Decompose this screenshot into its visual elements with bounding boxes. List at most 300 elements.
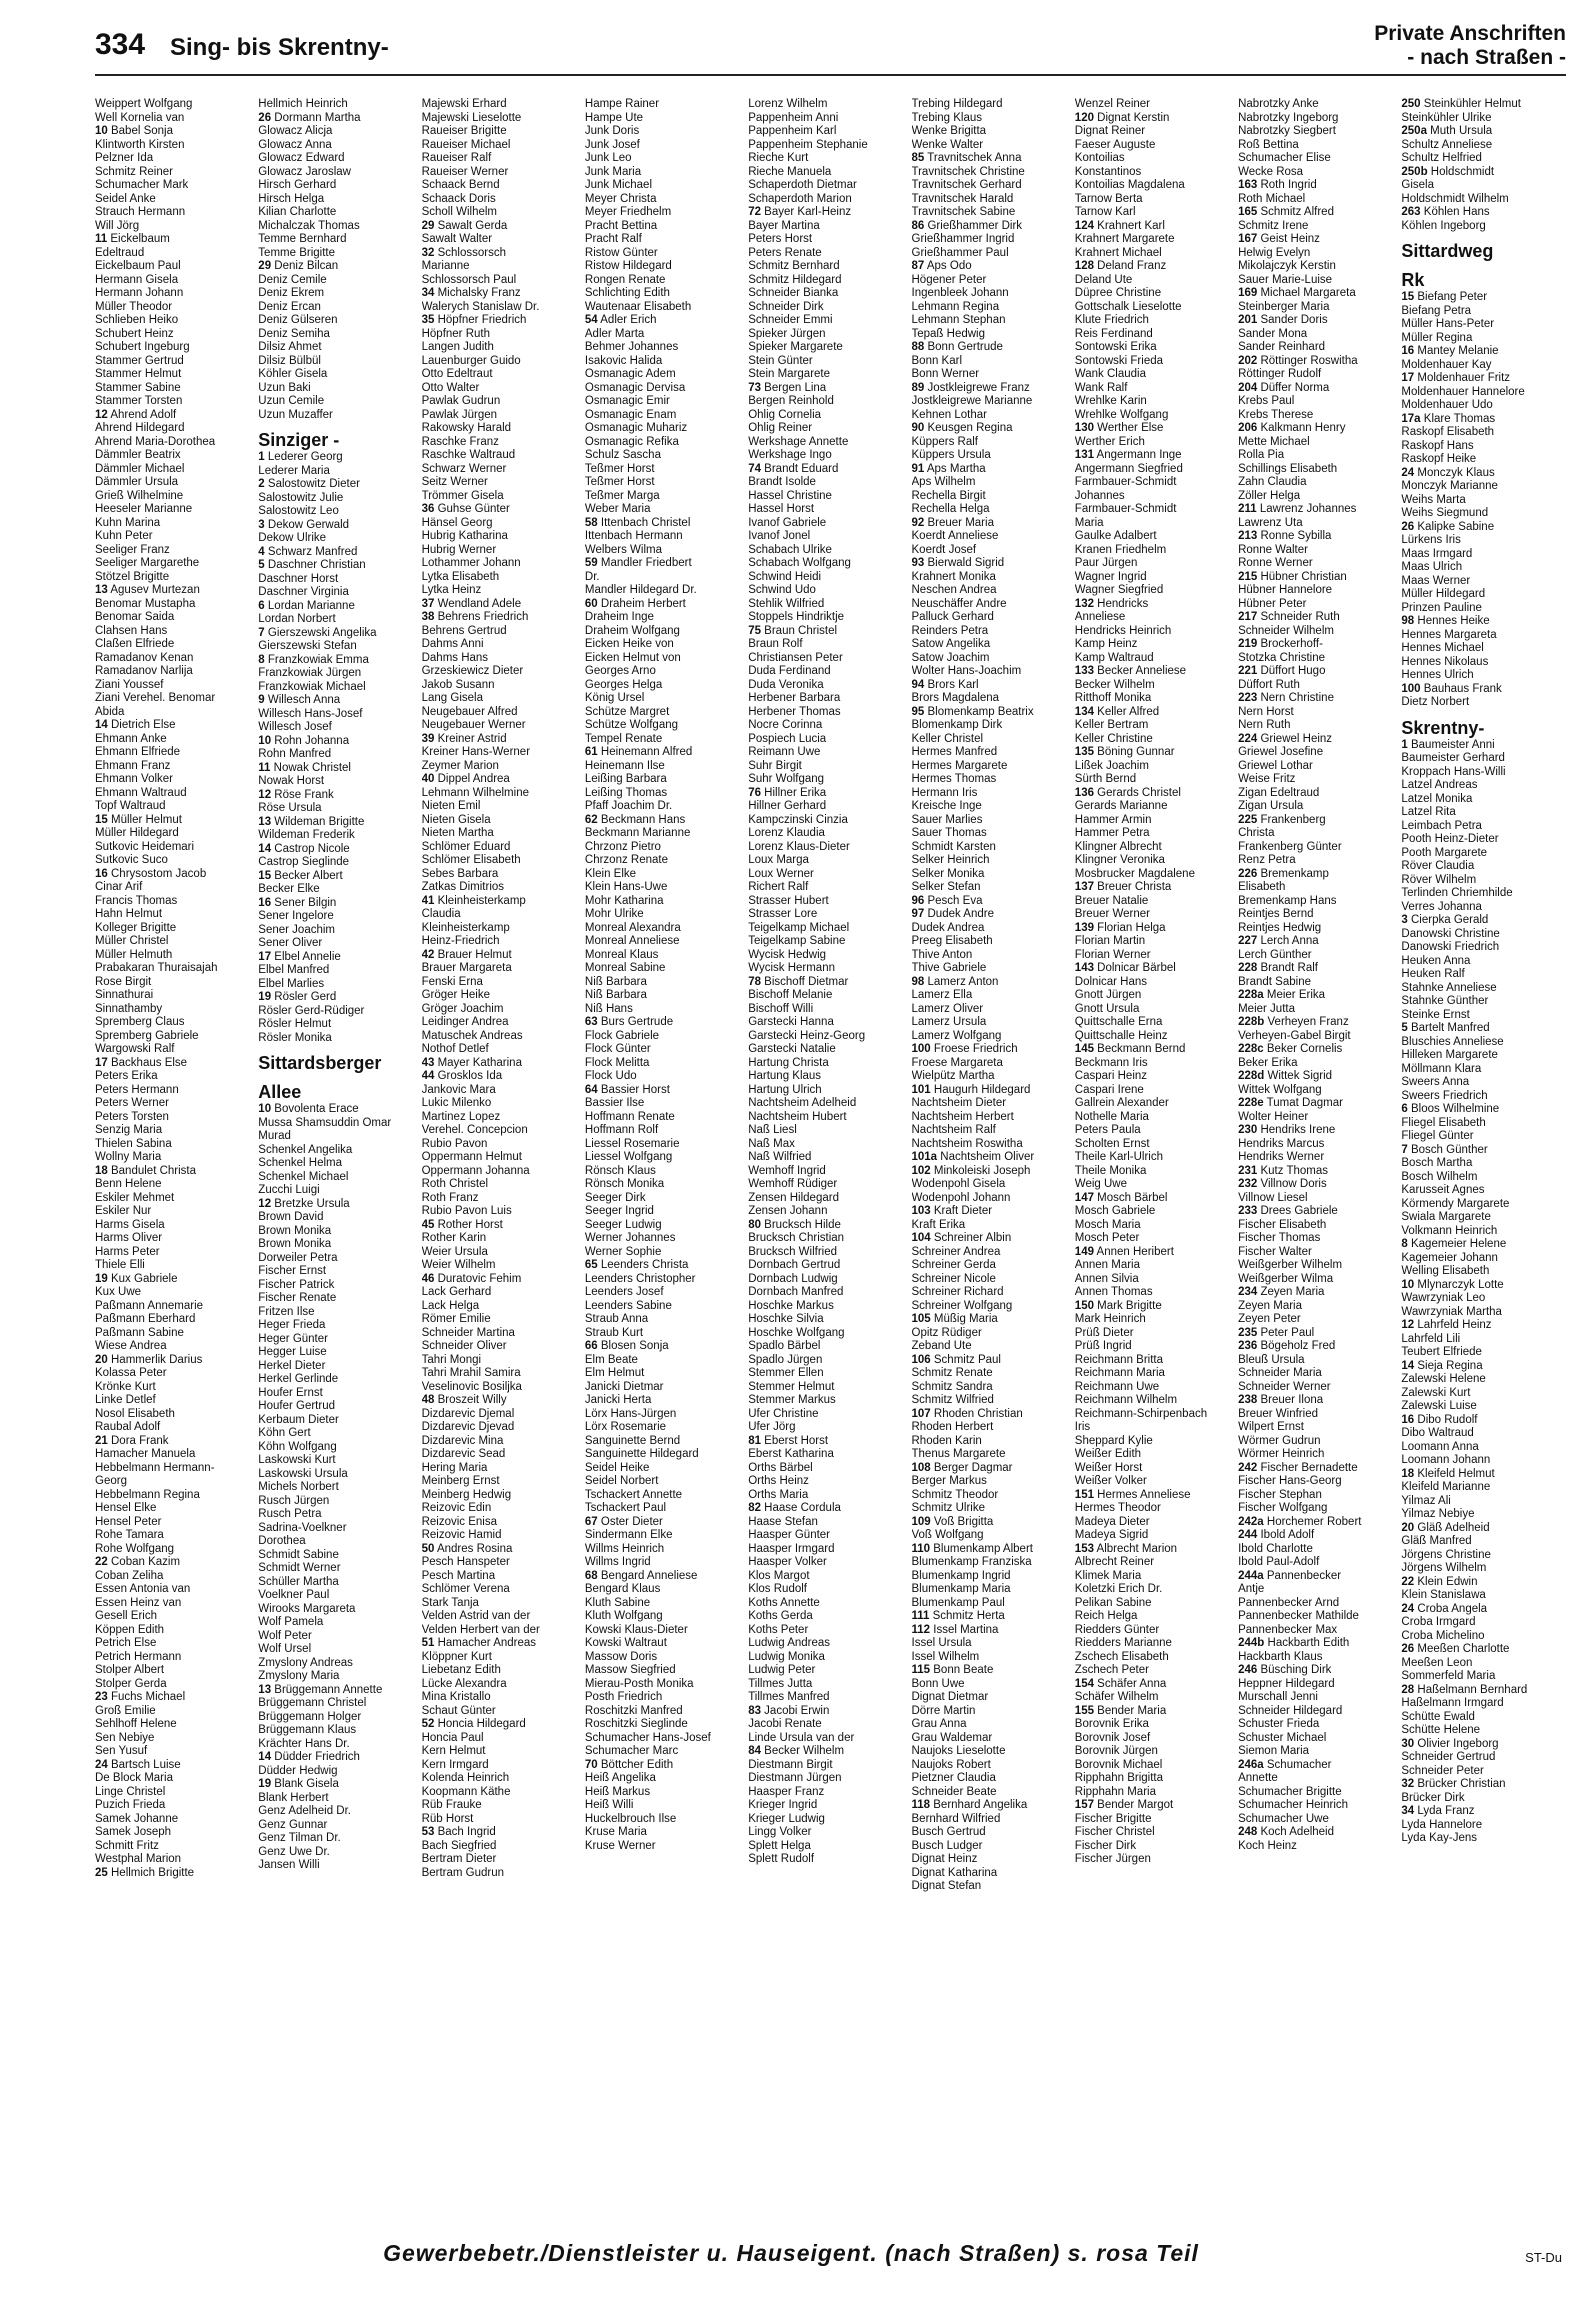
entry: Behrens Gertrud — [421, 624, 507, 637]
entry: Duda Ferdinand — [748, 665, 831, 677]
entry: Pietzner Claudia — [911, 1772, 996, 1784]
entry: Raueiser Werner — [421, 165, 509, 178]
entry: Teubert Elfriede — [1401, 1346, 1482, 1358]
entry: Faeser Auguste — [1074, 138, 1156, 151]
entry: Coban Zeliha — [95, 1569, 164, 1582]
entry: 16 Mantey Melanie — [1401, 345, 1499, 357]
entry: Christiansen Peter — [748, 651, 843, 664]
house-number: 14 — [258, 1751, 272, 1763]
entry: Breuer Winfried — [1238, 1407, 1318, 1420]
entry: Dibo Waltraud — [1401, 1427, 1474, 1439]
entry: Zalewski Luise — [1401, 1400, 1477, 1412]
entry: Zahn Claudia — [1238, 476, 1307, 488]
entry: Franzkowiak Jürgen — [258, 667, 362, 679]
entry: Schumacher Uwe — [1238, 1812, 1329, 1825]
house-number: 34 — [421, 287, 435, 299]
entry: 50 Andres Rosina — [421, 1542, 513, 1555]
entry: Opitz Rüdiger — [911, 1326, 982, 1339]
street-heading: Sittardweg — [1401, 241, 1494, 261]
entry: Schneider Oliver — [421, 1340, 507, 1352]
entry: Schabach Wolfgang — [748, 557, 851, 569]
entry: Kranen Friedhelm — [1074, 543, 1167, 556]
entry: Adler Marta — [584, 327, 645, 340]
entry: Raueiser Michael — [421, 138, 511, 151]
entry: Raschke Waltraud — [421, 449, 516, 461]
entry: Rohe Tamara — [95, 1529, 164, 1541]
entry: 225 Frankenberg — [1238, 813, 1326, 826]
entry: 250 Steinkühler Helmut — [1401, 98, 1521, 110]
entry: Nachtsheim Hubert — [748, 1110, 847, 1123]
entry: Haasper Franz — [748, 1785, 825, 1798]
house-number: 80 — [748, 1218, 761, 1231]
house-number: 246a — [1238, 1758, 1264, 1771]
entry: Blank Herbert — [258, 1791, 329, 1804]
entry: Leenders Christopher — [584, 1272, 696, 1285]
entry: Neugebauer Alfred — [421, 705, 518, 718]
entry: 246a Schumacher — [1238, 1758, 1332, 1771]
entry: Peters Renate — [748, 246, 822, 259]
entry: Sander Mona — [1238, 327, 1308, 340]
directory-column-9 — [1401, 98, 1561, 2228]
entry: Pfaff Joachim Dr. — [584, 800, 673, 812]
entry: 32 Schlossorsch — [421, 246, 506, 259]
house-number: 13 — [95, 584, 108, 596]
entry: Deniz Cemile — [258, 273, 327, 286]
entry: Rohe Wolfgang — [95, 1542, 175, 1555]
entry: Fischer Jürgen — [1074, 1853, 1151, 1865]
entry: Schneider Peter — [1401, 1764, 1484, 1777]
entry: Lamerz Oliver — [911, 1002, 984, 1015]
entry: Müller Theodor — [95, 300, 173, 313]
entry: Pesch Martina — [421, 1569, 496, 1582]
entry: Draheim Inge — [584, 611, 654, 623]
entry: 65 Leenders Christa — [584, 1259, 689, 1271]
entry: Suhr Birgit — [748, 759, 802, 772]
entry: Liessel Wolfgang — [584, 1151, 673, 1163]
entry: Düdder Hedwig — [258, 1764, 338, 1777]
entry: Loomann Anna — [1401, 1440, 1479, 1453]
entry: Lehmann Stephan — [911, 314, 1006, 326]
house-number: 85 — [911, 152, 925, 164]
entry: Peters Paula — [1074, 1124, 1141, 1136]
house-number: 81 — [748, 1434, 761, 1447]
entry: Danowski Friedrich — [1401, 941, 1500, 953]
entry: Weig Uwe — [1074, 1178, 1127, 1190]
entry: Straub Kurt — [584, 1326, 644, 1339]
entry: Haasper Günter — [748, 1529, 831, 1541]
entry: Renz Petra — [1238, 854, 1296, 866]
entry: Hoffmann Rolf — [584, 1124, 659, 1136]
entry: Herbener Thomas — [748, 705, 841, 718]
entry: Meinberg Hedwig — [421, 1488, 512, 1501]
entry: Monreal Anneliese — [584, 935, 680, 947]
entry: 26 Kalipke Sabine — [1401, 520, 1495, 533]
entry: Murschall Jenni — [1238, 1691, 1318, 1703]
entry: Schmitz Hildegard — [748, 273, 842, 286]
entry: 219 Brockerhoff- — [1238, 638, 1323, 650]
entry: 145 Beckmann Bernd — [1074, 1043, 1186, 1055]
entry: Grau Waldemar — [911, 1731, 993, 1744]
entry: Helwig Evelyn — [1238, 246, 1311, 259]
house-number: 115 — [911, 1664, 931, 1676]
entry: Roth Michael — [1238, 192, 1306, 205]
house-number: 228 — [1238, 962, 1258, 974]
entry: 74 Brandt Eduard — [748, 462, 839, 475]
entry: Thiele Elli — [95, 1259, 145, 1271]
house-number: 244b — [1238, 1637, 1265, 1649]
entry: Sweers Friedrich — [1401, 1089, 1488, 1102]
entry: Essen Antonia van — [95, 1583, 191, 1595]
entry: Nieten Gisela — [421, 813, 491, 826]
house-number: 10 — [258, 1103, 272, 1115]
entry: Sehlhoff Helene — [95, 1718, 177, 1730]
entry: Dizdarevic Djevad — [421, 1421, 515, 1433]
entry: Deland Ute — [1074, 273, 1133, 286]
entry: Meeßen Leon — [1401, 1656, 1473, 1669]
entry: 135 Böning Gunnar — [1074, 746, 1175, 758]
entry: Zeymer Marion — [421, 759, 499, 772]
entry: 137 Breuer Christa — [1074, 881, 1172, 893]
house-number: 62 — [584, 813, 598, 826]
entry: Benomar Saida — [95, 611, 175, 623]
entry: Reichmann Maria — [1074, 1367, 1165, 1379]
entry: Schneider Hildegard — [1238, 1704, 1343, 1717]
entry: Hampe Ute — [584, 111, 644, 124]
entry: Beckmann Iris — [1074, 1056, 1148, 1069]
entry: Seeliger Margarethe — [95, 557, 200, 569]
entry: Wenzel Reiner — [1074, 98, 1151, 110]
entry: Samek Joseph — [95, 1826, 172, 1838]
entry: 244 Ibold Adolf — [1238, 1529, 1315, 1541]
entry: Hackbarth Klaus — [1238, 1650, 1323, 1663]
house-number: 16 — [258, 896, 272, 909]
entry: Weißgerber Wilma — [1238, 1272, 1334, 1285]
entry: Langen Judith — [421, 341, 494, 353]
house-number: 17a — [1401, 412, 1421, 425]
entry: Rubio Pavon Luis — [421, 1205, 512, 1217]
entry: Stahnke Anneliese — [1401, 981, 1497, 994]
entry: Hubrig Werner — [421, 543, 497, 556]
entry: Willms Heinrich — [584, 1542, 665, 1555]
entry: Schneider Martina — [421, 1326, 515, 1339]
entry: Klein Elke — [584, 867, 637, 880]
entry: Ohlig Cornelia — [748, 408, 822, 421]
entry: Paur Jürgen — [1074, 557, 1138, 569]
entry: Hartung Christa — [748, 1056, 829, 1069]
house-number: 29 — [258, 260, 272, 272]
entry: Kamp Waltraud — [1074, 651, 1154, 664]
entry: Schneider Wilhelm — [1238, 624, 1334, 637]
entry: Neuschäffer Andre — [911, 597, 1007, 610]
entry: Werkshage Annette — [748, 435, 849, 448]
entry: Wörmer Heinrich — [1238, 1448, 1325, 1460]
entry: Neschen Andrea — [911, 584, 997, 596]
house-number: 22 — [95, 1556, 108, 1568]
entry: Martinez Lopez — [421, 1110, 501, 1123]
entry: 48 Broszeit Willy — [421, 1394, 507, 1406]
entry: 115 Bonn Beate — [911, 1664, 994, 1676]
entry: 131 Angermann Inge — [1074, 449, 1182, 461]
entry: Garstecki Natalie — [748, 1043, 836, 1055]
entry: Schreiner Andrea — [911, 1245, 1001, 1258]
entry: Wemhoff Ingrid — [748, 1164, 826, 1177]
entry: Sanguinette Hildegard — [584, 1448, 699, 1460]
entry: Schüller Martha — [258, 1575, 339, 1588]
entry: Nabrotzky Siegbert — [1238, 125, 1336, 137]
entry: Mark Heinrich — [1074, 1313, 1146, 1325]
entry: Elm Beate — [584, 1353, 638, 1366]
entry: Rönsch Klaus — [584, 1164, 656, 1177]
entry: 11 Nowak Christel — [258, 761, 351, 774]
entry: 224 Griewel Heinz — [1238, 732, 1333, 745]
entry: Francis Thomas — [95, 894, 178, 907]
entry: Salostowitz Julie — [258, 491, 344, 504]
entry: 103 Kraft Dieter — [911, 1205, 993, 1217]
entry: Wollny Maria — [95, 1151, 162, 1163]
entry: 226 Bremenkamp — [1238, 867, 1329, 880]
entry: Theile Monika — [1074, 1164, 1147, 1177]
entry: Hermes Margarete — [911, 759, 1008, 772]
entry: Zalewski Kurt — [1401, 1386, 1471, 1399]
entry: Schneider Gertrud — [1401, 1751, 1496, 1763]
page-title — [1374, 22, 1566, 70]
entry: Well Kornelia van — [95, 111, 185, 124]
section-range: Sing- bis Skrentny- — [170, 34, 389, 61]
entry: Kluth Sabine — [584, 1596, 651, 1609]
entry: Koch Heinz — [1238, 1839, 1297, 1852]
house-number: 236 — [1238, 1340, 1258, 1352]
entry: Paßmann Sabine — [95, 1326, 184, 1339]
entry: Sinnathurai — [95, 989, 154, 1001]
house-number: 19 — [258, 1778, 272, 1790]
entry: Rhoden Herbert — [911, 1421, 994, 1433]
entry: Raskopf Heike — [1401, 453, 1477, 465]
entry: 106 Schmitz Paul — [911, 1353, 1001, 1366]
house-number: 15 — [258, 869, 272, 882]
entry: Bayer Martina — [748, 219, 820, 232]
entry: Tahri Mongi — [421, 1353, 482, 1366]
entry: Schultz Helfried — [1401, 152, 1482, 164]
entry: Senzig Maria — [95, 1124, 163, 1136]
house-number: 19 — [95, 1272, 108, 1285]
house-number: 149 — [1074, 1245, 1094, 1258]
entry: Dämmler Ursula — [95, 476, 179, 488]
entry: Bach Siegfried — [421, 1839, 497, 1852]
entry: Jostkleigrewe Marianne — [911, 395, 1033, 407]
entry: Schwind Heidi — [748, 570, 822, 583]
house-number: 10 — [258, 734, 272, 747]
entry: 41 Kleinheisterkamp — [421, 894, 526, 907]
entry: Mette Michael — [1238, 435, 1310, 448]
entry: Klingner Veronika — [1074, 854, 1165, 866]
entry: 201 Sander Doris — [1238, 314, 1328, 326]
entry: 246 Büsching Dirk — [1238, 1664, 1332, 1676]
house-number: 118 — [911, 1799, 931, 1811]
entry: Gerards Marianne — [1074, 800, 1168, 812]
entry: Baumeister Gerhard — [1401, 752, 1505, 764]
entry: Pawlak Gudrun — [421, 395, 501, 407]
entry: Breuer Werner — [1074, 908, 1151, 920]
house-number: 163 — [1238, 179, 1258, 191]
house-number: 93 — [911, 557, 925, 569]
entry: Stotzka Christine — [1238, 651, 1326, 664]
entry: König Ursel — [584, 692, 645, 704]
house-number: 58 — [584, 516, 598, 529]
entry: Lytka Elisabeth — [421, 570, 500, 583]
entry: 66 Blosen Sonja — [584, 1340, 669, 1352]
entry: Blomenkamp Dirk — [911, 719, 1003, 731]
entry: Monreal Alexandra — [584, 921, 681, 934]
house-number: 98 — [1401, 615, 1415, 627]
entry: Griewel Lothar — [1238, 759, 1313, 772]
entry: 11 Eickelbaum — [95, 233, 170, 245]
entry: Bremenkamp Hans — [1238, 894, 1337, 907]
entry: Wiese Andrea — [95, 1340, 167, 1352]
entry: 128 Deland Franz — [1074, 260, 1167, 272]
house-number: 211 — [1238, 503, 1257, 515]
entry: Willms Ingrid — [584, 1556, 651, 1568]
entry: Kolenda Heinrich — [421, 1772, 510, 1784]
entry: Gröger Heike — [421, 989, 490, 1001]
entry: 231 Kutz Thomas — [1238, 1164, 1329, 1177]
entry: 51 Hamacher Andreas — [421, 1637, 537, 1649]
entry: Hennes Margareta — [1401, 628, 1497, 641]
entry: Selker Stefan — [911, 881, 981, 893]
entry: Borovnik Erika — [1074, 1718, 1149, 1730]
entry: Wawrzyniak Leo — [1401, 1292, 1486, 1304]
entry: Schmitz Irene — [1238, 219, 1309, 232]
entry: Thive Gabriele — [911, 962, 987, 974]
entry: Maas Werner — [1401, 574, 1471, 587]
entry: Rösler Helmut — [258, 1018, 332, 1030]
entry: Selker Heinrich — [911, 854, 990, 866]
entry: Werner Johannes — [584, 1232, 676, 1244]
entry: Monreal Klaus — [584, 948, 659, 961]
house-number: 60 — [584, 597, 598, 610]
entry: Lack Helga — [421, 1299, 480, 1312]
entry: Pooth Margarete — [1401, 846, 1488, 859]
entry: Stehlik Wilfried — [748, 597, 825, 610]
entry: Tahri Mrahil Samira — [421, 1367, 521, 1379]
entry: Zatkas Dimitrios — [421, 881, 505, 893]
entry: Weihs Marta — [1401, 493, 1466, 506]
entry: Zigan Ursula — [1238, 800, 1304, 812]
entry: Sauer Marlies — [911, 813, 983, 826]
entry: Pooth Heinz-Dieter — [1401, 833, 1499, 845]
house-number: 234 — [1238, 1286, 1258, 1298]
house-number: 242 — [1238, 1461, 1258, 1474]
house-number: 65 — [584, 1259, 598, 1271]
house-number: 12 — [95, 408, 108, 421]
house-number: 94 — [911, 678, 925, 691]
entry: Latzel Andreas — [1401, 779, 1478, 791]
entry: Hendriks Marcus — [1238, 1137, 1325, 1150]
entry: Schwind Udo — [748, 584, 816, 596]
house-number: 213 — [1238, 530, 1258, 542]
house-number: 48 — [421, 1394, 435, 1406]
house-number: 12 — [258, 788, 272, 801]
entry: Gesell Erich — [95, 1610, 157, 1622]
house-number: 169 — [1238, 287, 1258, 299]
entry: Massow Siegfried — [584, 1664, 676, 1676]
entry: Sen Yusuf — [95, 1745, 148, 1757]
entry: Schlieben Heiko — [95, 314, 179, 326]
entry: Sontowski Frieda — [1074, 354, 1164, 367]
house-number: 5 — [258, 559, 265, 571]
entry: 93 Bierwald Sigrid — [911, 557, 1005, 569]
entry: Leißing Thomas — [584, 786, 668, 799]
entry: 153 Albrecht Marion — [1074, 1542, 1178, 1555]
entry: Meier Jutta — [1238, 1002, 1295, 1015]
entry: Sauer Thomas — [911, 827, 987, 839]
entry: Prüß Dieter — [1074, 1326, 1134, 1339]
house-number: 242a — [1238, 1515, 1264, 1528]
entry: 15 Biefang Peter — [1401, 291, 1488, 303]
entry: Lücke Alexandra — [421, 1677, 507, 1690]
entry: Teigelkamp Michael — [748, 921, 850, 934]
entry: Reichmann-Schirpenbach — [1074, 1407, 1208, 1420]
entry: Hoschke Wolfgang — [748, 1326, 845, 1339]
entry: Richert Ralf — [748, 881, 809, 893]
entry: Uzun Muzaffer — [258, 408, 333, 421]
entry: Sauer Marie-Luise — [1238, 273, 1333, 286]
entry: Scholten Ernst — [1074, 1137, 1150, 1150]
entry: Sürth Bernd — [1074, 773, 1137, 785]
entry: Laskowski Kurt — [258, 1454, 336, 1466]
entry: Hartung Klaus — [748, 1070, 822, 1082]
entry: Weißgerber Wilhelm — [1238, 1259, 1343, 1271]
entry: Spadlo Bärbel — [748, 1340, 821, 1352]
entry: Kontoilias Magdalena — [1074, 179, 1185, 191]
entry: Spieker Margarete — [748, 341, 843, 353]
house-number: 206 — [1238, 422, 1258, 434]
entry: Teßmer Horst — [584, 476, 655, 488]
entry: Dilsiz Bülbül — [258, 354, 321, 367]
house-number: 111 — [911, 1610, 930, 1622]
entry: Schütze Wolfgang — [584, 719, 679, 731]
entry: Lahrfeld Lili — [1401, 1332, 1461, 1345]
entry: Diestmann Birgit — [748, 1758, 833, 1771]
entry: Sawalt Walter — [421, 233, 493, 245]
entry: 12 Ahrend Adolf — [95, 408, 177, 421]
entry: 14 Sieja Regina — [1401, 1359, 1483, 1372]
house-number: 70 — [584, 1758, 598, 1771]
entry: Jacobi Renate — [748, 1718, 822, 1730]
entry: Weber Maria — [584, 503, 651, 515]
entry: Lawrenz Uta — [1238, 516, 1303, 529]
entry: Rechella Helga — [911, 503, 990, 515]
entry: 228a Meier Erika — [1238, 989, 1326, 1001]
entry: Otto Edeltraut — [421, 368, 493, 380]
entry: Werkshage Ingo — [748, 449, 832, 461]
entry: 118 Bernhard Angelika — [911, 1799, 1028, 1811]
entry: Hermes Thomas — [911, 773, 997, 785]
entry: Biefang Petra — [1401, 304, 1472, 317]
entry: Hegger Luise — [258, 1346, 327, 1358]
entry: Bluschies Anneliese — [1401, 1035, 1504, 1048]
house-number: 82 — [748, 1502, 761, 1514]
entry: Stahnke Günther — [1401, 995, 1489, 1007]
entry: Zmyslony Andreas — [258, 1656, 353, 1669]
entry: 108 Berger Dagmar — [911, 1461, 1013, 1474]
entry: 242a Horchemer Robert — [1238, 1515, 1362, 1528]
street-heading: Rk — [1401, 270, 1425, 290]
entry: Hoschke Silvia — [748, 1313, 824, 1325]
entry: Schumacher Elise — [1238, 152, 1331, 164]
entry: Brandt Sabine — [1238, 975, 1311, 988]
entry: 109 Voß Brigitta — [911, 1515, 994, 1528]
entry: Issel Wilhelm — [911, 1650, 980, 1663]
